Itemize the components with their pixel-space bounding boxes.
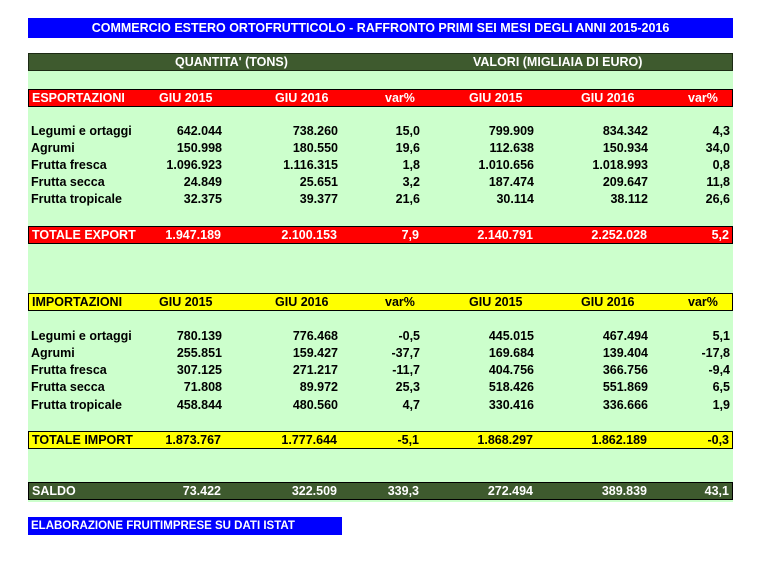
source-note: ELABORAZIONE FRUITIMPRESE SU DATI ISTAT	[28, 517, 342, 535]
col-header: var%	[688, 91, 718, 105]
table-row	[28, 140, 733, 157]
row-label: Frutta fresca	[31, 158, 107, 172]
cell: 3,2	[402, 175, 420, 189]
cell: 1.010.656	[478, 158, 534, 172]
cell: 139.404	[602, 346, 648, 360]
table-row	[28, 123, 733, 140]
col-header: GIU 2016	[275, 91, 329, 105]
row-label: Frutta secca	[31, 175, 105, 189]
cell: 187.474	[488, 175, 534, 189]
cell: 1.862.189	[591, 433, 647, 447]
total-label: TOTALE IMPORT	[32, 433, 133, 447]
cell: 1.947.189	[165, 228, 221, 242]
value-group-header: VALORI (MIGLIAIA DI EURO)	[473, 55, 643, 69]
row-label: Frutta secca	[31, 380, 105, 394]
row-label: Frutta tropicale	[31, 192, 122, 206]
cell: 404.756	[488, 363, 534, 377]
cell: 834.342	[602, 124, 648, 138]
cell: -17,8	[701, 346, 730, 360]
cell: 366.756	[602, 363, 648, 377]
col-header: GIU 2015	[159, 295, 213, 309]
table-row	[28, 157, 733, 174]
row-label: Legumi e ortaggi	[31, 124, 132, 138]
col-header: var%	[385, 295, 415, 309]
cell: 32.375	[183, 192, 222, 206]
cell: 21,6	[395, 192, 420, 206]
import-total-row	[28, 431, 733, 449]
cell: 518.426	[488, 380, 534, 394]
cell: 89.972	[299, 380, 338, 394]
total-label: TOTALE EXPORT	[32, 228, 136, 242]
export-header-row	[28, 89, 733, 107]
cell: 34,0	[705, 141, 730, 155]
row-label: Frutta fresca	[31, 363, 107, 377]
cell: 0,8	[712, 158, 730, 172]
group-header-bar	[28, 53, 733, 71]
cell: -0,5	[398, 329, 420, 343]
col-header: GIU 2015	[469, 295, 523, 309]
cell: 738.260	[292, 124, 338, 138]
cell: 799.909	[488, 124, 534, 138]
cell: 6,5	[712, 380, 730, 394]
cell: 445.015	[488, 329, 534, 343]
table-row	[28, 328, 733, 345]
cell: 551.869	[602, 380, 648, 394]
cell: 1.116.315	[283, 158, 338, 172]
cell: 389.839	[601, 484, 647, 498]
import-header-row	[28, 293, 733, 311]
cell: 150.934	[602, 141, 648, 155]
cell: 780.139	[176, 329, 222, 343]
col-header: GIU 2016	[581, 91, 635, 105]
cell: 1,9	[712, 398, 730, 412]
col-header: GIU 2015	[159, 91, 213, 105]
cell: 38.112	[610, 192, 648, 206]
cell: 180.550	[292, 141, 338, 155]
cell: -0,3	[707, 433, 729, 447]
cell: 1.096.923	[166, 158, 222, 172]
cell: 2.252.028	[591, 228, 647, 242]
cell: 1.018.993	[592, 158, 648, 172]
cell: -37,7	[391, 346, 420, 360]
cell: 11,8	[706, 175, 730, 189]
cell: 159.427	[292, 346, 338, 360]
cell: 1,8	[402, 158, 420, 172]
cell: 150.998	[176, 141, 222, 155]
cell: 336.666	[602, 398, 648, 412]
table-row	[28, 174, 733, 191]
table-row	[28, 379, 733, 396]
cell: 1.777.644	[281, 433, 337, 447]
import-section-label: IMPORTAZIONI	[32, 295, 123, 309]
cell: 15,0	[395, 124, 420, 138]
cell: 30.114	[496, 192, 534, 206]
cell: 330.416	[488, 398, 534, 412]
cell: 1.868.297	[477, 433, 533, 447]
col-header: var%	[385, 91, 415, 105]
col-header: GIU 2016	[581, 295, 635, 309]
cell: 1.873.767	[165, 433, 221, 447]
cell: 467.494	[602, 329, 648, 343]
cell: 776.468	[292, 329, 338, 343]
cell: 25,3	[395, 380, 420, 394]
export-section-label: ESPORTAZIONI	[32, 91, 125, 105]
cell: 5,2	[711, 228, 729, 242]
cell: 272.494	[487, 484, 533, 498]
cell: 71.808	[183, 380, 222, 394]
cell: -9,4	[708, 363, 730, 377]
cell: 7,9	[401, 228, 419, 242]
table-row	[28, 397, 733, 414]
cell: 73.422	[182, 484, 221, 498]
cell: 4,3	[712, 124, 730, 138]
cell: 43,1	[704, 484, 729, 498]
cell: 2.100.153	[281, 228, 337, 242]
row-label: Agrumi	[31, 346, 75, 360]
col-header: var%	[688, 295, 718, 309]
cell: 322.509	[291, 484, 337, 498]
cell: 480.560	[292, 398, 338, 412]
cell: -11,7	[392, 363, 420, 377]
table-row	[28, 362, 733, 379]
table-row	[28, 345, 733, 362]
cell: 24.849	[183, 175, 222, 189]
table-row	[28, 191, 733, 208]
col-header: GIU 2016	[275, 295, 329, 309]
cell: 339,3	[387, 484, 419, 498]
cell: 458.844	[176, 398, 222, 412]
cell: 26,6	[705, 192, 730, 206]
saldo-row	[28, 482, 733, 500]
cell: 169.684	[488, 346, 534, 360]
row-label: Frutta tropicale	[31, 398, 122, 412]
cell: 39.377	[299, 192, 338, 206]
row-label: Legumi e ortaggi	[31, 329, 132, 343]
cell: 271.217	[292, 363, 338, 377]
cell: 5,1	[712, 329, 730, 343]
cell: 209.647	[602, 175, 648, 189]
cell: 2.140.791	[477, 228, 533, 242]
quantity-group-header: QUANTITA' (TONS)	[175, 55, 288, 69]
cell: 25.651	[299, 175, 338, 189]
saldo-label: SALDO	[32, 484, 76, 498]
export-total-row	[28, 226, 733, 244]
cell: 255.851	[176, 346, 222, 360]
cell: -5,1	[397, 433, 419, 447]
col-header: GIU 2015	[469, 91, 523, 105]
row-label: Agrumi	[31, 141, 75, 155]
cell: 112.638	[489, 141, 534, 155]
report-title: COMMERCIO ESTERO ORTOFRUTTICOLO - RAFFRONTO PRIMI SEI MESI DEGLI ANNI 2015-2016	[28, 18, 733, 38]
cell: 19,6	[395, 141, 420, 155]
cell: 307.125	[176, 363, 222, 377]
cell: 642.044	[176, 124, 222, 138]
cell: 4,7	[402, 398, 420, 412]
